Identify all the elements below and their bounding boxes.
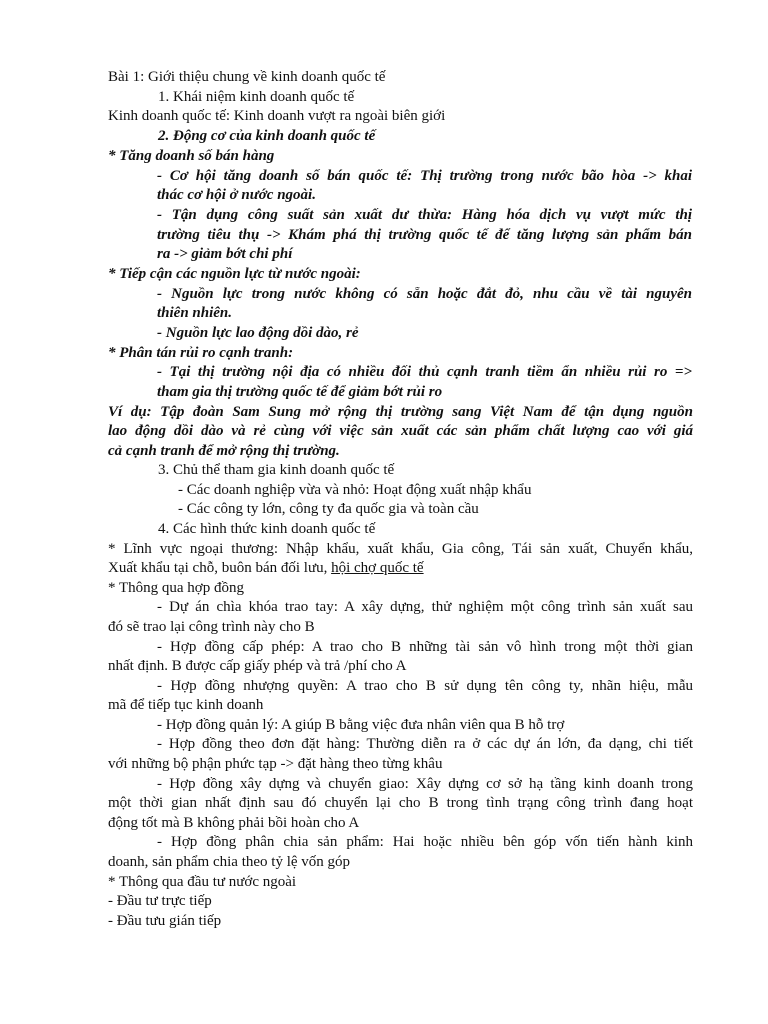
motive-2-point-b: - Nguồn lực lao động dồi dào, rẻ [157,325,359,341]
contract-7-line1: - Hợp đồng phân chia sản phẩm: Hai hoặc nhiều bên góp vốn tiến hành kinh [157,834,693,850]
section-3-item-a: - Các doanh nghiệp vừa và nhỏ: Hoạt động xuất nhập khẩu [178,482,532,498]
contract-1-line2: đó sẽ trao lại công trình này cho B [108,619,315,635]
motive-1-point-b-line1: - Tận dụng công suất sản xuất dư thừa: Hàng hóa dịch vụ vượt mức thị [157,207,692,223]
motive-3-heading: * Phân tán rủi ro cạnh tranh: [108,345,294,361]
motive-1-heading: * Tăng doanh số bán hàng [108,148,275,164]
form-1-line2 [108,559,424,578]
form-1-line1: * Lĩnh vực ngoại thương: Nhập khẩu, xuất khẩu, Gia công, Tái sản xuất, Chuyển khẩu, [108,541,693,557]
form-3-heading: * Thông qua đầu tư nước ngoài [108,874,297,890]
investment-indirect: - Đầu tưu gián tiếp [108,913,222,929]
example-line3: cả cạnh tranh để mở rộng thị trường. [108,443,340,459]
contract-2-line2: nhất định. B được cấp giấy phép và trả /phí cho A [108,658,407,674]
motive-1-point-a-line1: - Cơ hội tăng doanh số bán quốc tế: Thị trường trong nước bão hòa -> khai [157,168,692,184]
motive-2-point-a-line2: thiên nhiên. [157,305,233,321]
contract-2-line1: - Hợp đồng cấp phép: A trao cho B những tài sản vô hình trong một thời gian [157,639,693,655]
motive-2-point-a-line1: - Nguồn lực trong nước không có sẵn hoặc đắt đỏ, nhu cầu về tài nguyên [157,286,692,302]
example-line1: Ví dụ: Tập đoàn Sam Sung mở rộng thị trường sang Việt Nam để tận dụng nguồn [108,404,693,420]
motive-3-point-a-line2: tham gia thị trường quốc tế để giảm bớt rủi ro [157,384,443,400]
section-3-heading: 3. Chủ thể tham gia kinh doanh quốc tế [158,462,395,478]
contract-3-line1: - Hợp đồng nhượng quyền: A trao cho B sử dụng tên công ty, nhãn hiệu, mẫu [157,678,693,694]
contract-4: - Hợp đồng quản lý: A giúp B bằng việc đưa nhân viên qua B hỗ trợ [157,717,565,733]
contract-3-line2: mã để tiếp tục kinh doanh [108,697,264,713]
example-line2: lao động dồi dào và rẻ cùng với việc sản xuất các sản phẩm chất lượng cao với giá [108,423,693,439]
contract-6-line3: động tốt mà B không phải bồi hoàn cho A [108,815,360,831]
contract-1-line1: - Dự án chìa khóa trao tay: A xây dựng, thử nghiệm một công trình sản xuất sau [157,599,693,615]
motive-3-point-a-line1: - Tại thị trường nội địa có nhiều đối thủ cạnh tranh tiềm ẩn nhiều rủi ro => [157,364,692,380]
contract-6-line2: một thời gian nhất định sau đó chuyển lại cho B trong tình trạng công trình đang hoạt [108,795,693,811]
motive-1-point-b-line2: trường tiêu thụ -> Khám phá thị trường quốc tế để tăng lượng sản phẩm bán [157,227,692,243]
international-fair-link: hội chợ quốc tế [331,560,424,576]
form-1-line2-text: Xuất khẩu tại chỗ, buôn bán đối lưu, [108,560,332,576]
section-1-definition: Kinh doanh quốc tế: Kinh doanh vượt ra ngoài biên giới [108,108,446,124]
lesson-title: Bài 1: Giới thiệu chung về kinh doanh quốc tế [108,69,386,85]
investment-direct: - Đầu tư trực tiếp [108,893,212,909]
motive-1-point-a-line2: thác cơ hội ở nước ngoài. [157,187,316,203]
section-4-heading: 4. Các hình thức kinh doanh quốc tế [158,521,376,537]
section-2-heading: 2. Động cơ của kinh doanh quốc tế [158,128,376,144]
contract-7-line2: doanh, sản phẩm chia theo tỷ lệ vốn góp [108,854,351,870]
motive-1-point-b-line3: ra -> giảm bớt chi phí [157,246,293,262]
motive-2-heading: * Tiếp cận các nguồn lực từ nước ngoài: [108,266,361,282]
section-1-heading: 1. Khái niệm kinh doanh quốc tế [158,89,355,105]
form-2-heading: * Thông qua hợp đồng [108,580,244,596]
contract-5-line2: với những bộ phận phức tạp -> đặt hàng theo từng khâu [108,756,443,772]
section-3-item-b: - Các công ty lớn, công ty đa quốc gia và toàn cầu [178,501,479,517]
contract-6-line1: - Hợp đồng xây dựng và chuyển giao: Xây dựng cơ sở hạ tầng kinh doanh trong [157,776,693,792]
contract-5-line1: - Hợp đồng theo đơn đặt hàng: Thường diễn ra ở các dự án lớn, đa dạng, chi tiết [157,736,693,752]
